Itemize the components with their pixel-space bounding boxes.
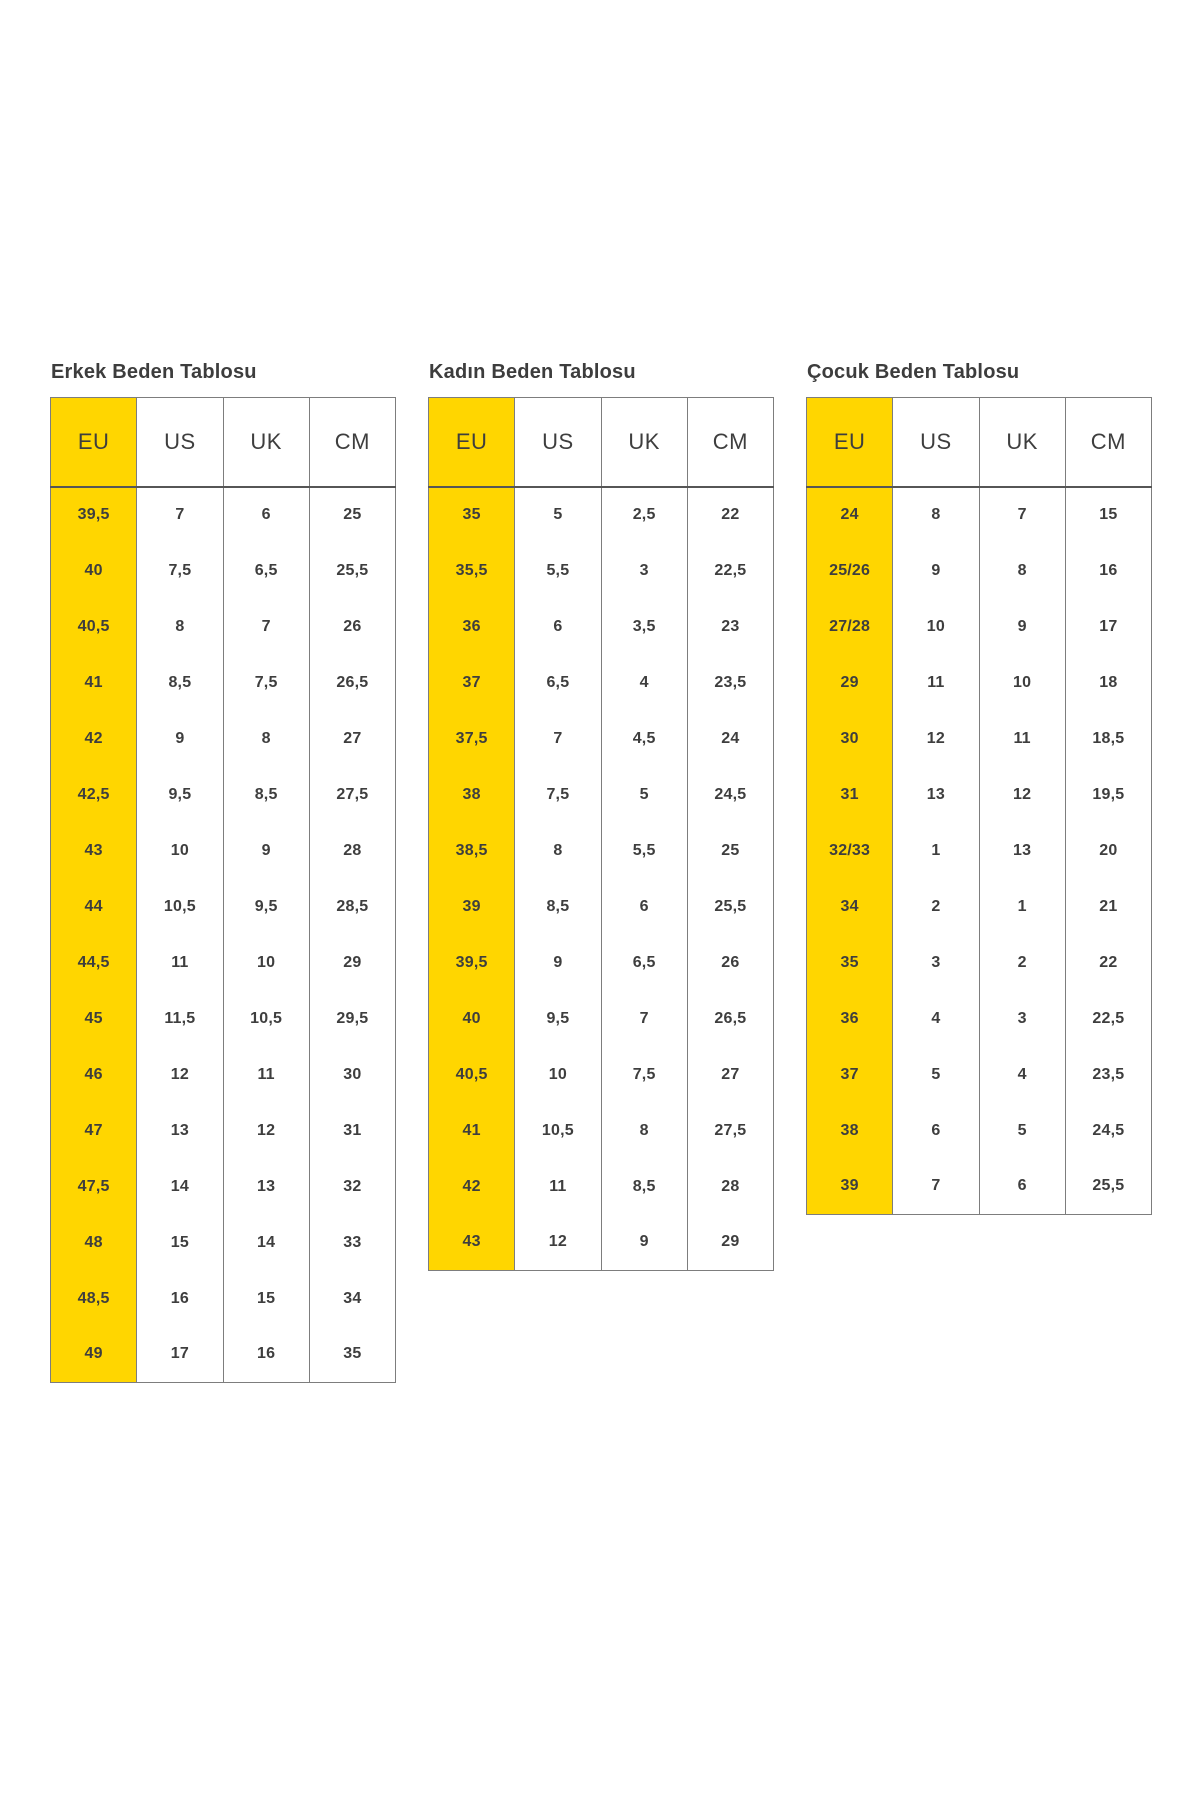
size-cell: 22,5 [687, 543, 773, 599]
eu-size-cell: 35 [429, 487, 515, 543]
table-row [807, 655, 1152, 711]
size-cell: 14 [223, 1215, 309, 1271]
size-cell: 10,5 [223, 991, 309, 1047]
size-cell: 33 [309, 1215, 395, 1271]
table-row [807, 823, 1152, 879]
column-header-cm: CM [309, 398, 395, 487]
size-cell: 6 [979, 1159, 1065, 1215]
size-cell: 10 [515, 1047, 601, 1103]
size-cell: 11 [979, 711, 1065, 767]
eu-size-cell: 34 [807, 879, 893, 935]
eu-size-cell: 38 [807, 1103, 893, 1159]
size-cell: 4,5 [601, 711, 687, 767]
size-cell: 11 [893, 655, 979, 711]
size-cell: 23,5 [1065, 1047, 1151, 1103]
size-cell: 22,5 [1065, 991, 1151, 1047]
size-cell: 16 [223, 1327, 309, 1383]
eu-size-cell: 48,5 [51, 1271, 137, 1327]
column-header-us: US [515, 398, 601, 487]
eu-size-cell: 36 [429, 599, 515, 655]
table-row [429, 991, 774, 1047]
size-cell: 3 [893, 935, 979, 991]
size-cell: 10 [979, 655, 1065, 711]
size-cell: 27 [687, 1047, 773, 1103]
size-cell: 8 [223, 711, 309, 767]
size-cell: 20 [1065, 823, 1151, 879]
table-row [51, 1327, 396, 1383]
size-cell: 6,5 [223, 543, 309, 599]
size-cell: 5,5 [515, 543, 601, 599]
table-row [807, 711, 1152, 767]
size-cell: 9 [223, 823, 309, 879]
size-cell: 24,5 [687, 767, 773, 823]
eu-size-cell: 27/28 [807, 599, 893, 655]
table-row [51, 879, 396, 935]
size-cell: 28,5 [309, 879, 395, 935]
size-cell: 10,5 [137, 879, 223, 935]
size-cell: 23 [687, 599, 773, 655]
column-header-us: US [137, 398, 223, 487]
table-row [51, 1215, 396, 1271]
size-cell: 30 [309, 1047, 395, 1103]
size-cell: 2,5 [601, 487, 687, 543]
table-row [807, 487, 1152, 543]
table-row [429, 823, 774, 879]
table-row [807, 991, 1152, 1047]
table-row [51, 991, 396, 1047]
header-row [429, 398, 774, 487]
column-header-cm: CM [687, 398, 773, 487]
size-cell: 5 [979, 1103, 1065, 1159]
table-row [51, 487, 396, 543]
eu-size-cell: 42 [429, 1159, 515, 1215]
eu-size-cell: 31 [807, 767, 893, 823]
men-table-title: Erkek Beden Tablosu [51, 361, 257, 383]
size-cell: 9 [137, 711, 223, 767]
size-cell: 12 [979, 767, 1065, 823]
size-cell: 12 [137, 1047, 223, 1103]
size-cell: 9,5 [137, 767, 223, 823]
size-cell: 22 [687, 487, 773, 543]
table-row [807, 1047, 1152, 1103]
table-row [51, 935, 396, 991]
size-cell: 31 [309, 1103, 395, 1159]
size-cell: 12 [893, 711, 979, 767]
size-cell: 10 [223, 935, 309, 991]
size-cell: 22 [1065, 935, 1151, 991]
men-size-table [50, 397, 396, 1383]
size-cell: 21 [1065, 879, 1151, 935]
size-cell: 26,5 [687, 991, 773, 1047]
size-cell: 16 [1065, 543, 1151, 599]
size-cell: 35 [309, 1327, 395, 1383]
size-cell: 27 [309, 711, 395, 767]
column-header-eu: EU [807, 398, 893, 487]
size-cell: 13 [893, 767, 979, 823]
eu-size-cell: 41 [51, 655, 137, 711]
size-cell: 7 [979, 487, 1065, 543]
column-header-us: US [893, 398, 979, 487]
eu-size-cell: 25/26 [807, 543, 893, 599]
table-row [429, 599, 774, 655]
size-cell: 5 [601, 767, 687, 823]
eu-size-cell: 36 [807, 991, 893, 1047]
column-header-uk: UK [979, 398, 1065, 487]
table-row [51, 1271, 396, 1327]
eu-size-cell: 30 [807, 711, 893, 767]
eu-size-cell: 24 [807, 487, 893, 543]
eu-size-cell: 42,5 [51, 767, 137, 823]
column-header-cm: CM [1065, 398, 1151, 487]
table-row [51, 543, 396, 599]
size-cell: 10 [137, 823, 223, 879]
eu-size-cell: 38 [429, 767, 515, 823]
size-cell: 8 [893, 487, 979, 543]
size-cell: 8 [601, 1103, 687, 1159]
size-cell: 5 [515, 487, 601, 543]
size-cell: 3 [601, 543, 687, 599]
size-cell: 17 [1065, 599, 1151, 655]
size-cell: 34 [309, 1271, 395, 1327]
size-cell: 7 [223, 599, 309, 655]
size-cell: 8,5 [515, 879, 601, 935]
eu-size-cell: 37 [429, 655, 515, 711]
size-cell: 25,5 [687, 879, 773, 935]
table-row [807, 935, 1152, 991]
table-row [51, 655, 396, 711]
size-cell: 25,5 [1065, 1159, 1151, 1215]
table-row [807, 767, 1152, 823]
size-cell: 29 [309, 935, 395, 991]
table-row [429, 711, 774, 767]
size-cell: 7,5 [137, 543, 223, 599]
table-row [429, 1215, 774, 1271]
eu-size-cell: 32/33 [807, 823, 893, 879]
size-cell: 5,5 [601, 823, 687, 879]
size-cell: 18 [1065, 655, 1151, 711]
eu-size-cell: 47,5 [51, 1159, 137, 1215]
size-cell: 8 [137, 599, 223, 655]
men-size-table-section [50, 361, 396, 1383]
size-cell: 24 [687, 711, 773, 767]
eu-size-cell: 44,5 [51, 935, 137, 991]
eu-size-cell: 43 [429, 1215, 515, 1271]
eu-size-cell: 35,5 [429, 543, 515, 599]
eu-size-cell: 48 [51, 1215, 137, 1271]
table-row [51, 1159, 396, 1215]
column-header-eu: EU [429, 398, 515, 487]
size-cell: 15 [1065, 487, 1151, 543]
eu-size-cell: 49 [51, 1327, 137, 1383]
table-row [429, 935, 774, 991]
eu-size-cell: 40,5 [429, 1047, 515, 1103]
size-cell: 27,5 [309, 767, 395, 823]
table-row [807, 879, 1152, 935]
size-cell: 6,5 [515, 655, 601, 711]
size-cell: 7 [137, 487, 223, 543]
eu-size-cell: 37 [807, 1047, 893, 1103]
size-cell: 8 [979, 543, 1065, 599]
size-cell: 7,5 [515, 767, 601, 823]
eu-size-cell: 35 [807, 935, 893, 991]
size-cell: 8,5 [601, 1159, 687, 1215]
size-cell: 7 [601, 991, 687, 1047]
table-row [51, 599, 396, 655]
table-row [429, 1047, 774, 1103]
size-cell: 1 [979, 879, 1065, 935]
size-cell: 11,5 [137, 991, 223, 1047]
column-header-uk: UK [601, 398, 687, 487]
header-row [807, 398, 1152, 487]
size-cell: 29 [687, 1215, 773, 1271]
size-cell: 9,5 [223, 879, 309, 935]
size-cell: 24,5 [1065, 1103, 1151, 1159]
table-row [51, 767, 396, 823]
size-cell: 8 [515, 823, 601, 879]
size-cell: 27,5 [687, 1103, 773, 1159]
size-cell: 3,5 [601, 599, 687, 655]
eu-size-cell: 45 [51, 991, 137, 1047]
eu-size-cell: 39 [429, 879, 515, 935]
eu-size-cell: 46 [51, 1047, 137, 1103]
eu-size-cell: 39 [807, 1159, 893, 1215]
eu-size-cell: 44 [51, 879, 137, 935]
table-row [429, 543, 774, 599]
eu-size-cell: 40 [429, 991, 515, 1047]
size-cell: 6 [515, 599, 601, 655]
size-cell: 4 [893, 991, 979, 1047]
table-row [807, 1159, 1152, 1215]
size-cell: 32 [309, 1159, 395, 1215]
size-cell: 23,5 [687, 655, 773, 711]
size-cell: 6 [601, 879, 687, 935]
size-cell: 25,5 [309, 543, 395, 599]
eu-size-cell: 42 [51, 711, 137, 767]
size-cell: 18,5 [1065, 711, 1151, 767]
size-cell: 26 [687, 935, 773, 991]
table-row [429, 1103, 774, 1159]
column-header-uk: UK [223, 398, 309, 487]
size-cell: 13 [137, 1103, 223, 1159]
size-cell: 12 [223, 1103, 309, 1159]
table-row [429, 655, 774, 711]
size-cell: 28 [309, 823, 395, 879]
eu-size-cell: 43 [51, 823, 137, 879]
eu-size-cell: 41 [429, 1103, 515, 1159]
women-table-title: Kadın Beden Tablosu [429, 361, 636, 383]
size-cell: 16 [137, 1271, 223, 1327]
table-row [51, 823, 396, 879]
size-cell: 12 [515, 1215, 601, 1271]
size-cell: 10,5 [515, 1103, 601, 1159]
size-cell: 4 [979, 1047, 1065, 1103]
size-cell: 2 [893, 879, 979, 935]
header-row [51, 398, 396, 487]
size-cell: 1 [893, 823, 979, 879]
size-cell: 11 [223, 1047, 309, 1103]
eu-size-cell: 39,5 [429, 935, 515, 991]
size-cell: 8,5 [223, 767, 309, 823]
size-cell: 7 [893, 1159, 979, 1215]
children-size-table-section [806, 361, 1152, 1215]
table-row [51, 1047, 396, 1103]
table-row [429, 487, 774, 543]
size-cell: 9,5 [515, 991, 601, 1047]
size-cell: 14 [137, 1159, 223, 1215]
size-cell: 13 [979, 823, 1065, 879]
size-cell: 11 [137, 935, 223, 991]
size-cell: 11 [515, 1159, 601, 1215]
eu-size-cell: 38,5 [429, 823, 515, 879]
size-cell: 8,5 [137, 655, 223, 711]
size-cell: 9 [979, 599, 1065, 655]
children-table-title: Çocuk Beden Tablosu [807, 361, 1020, 383]
size-cell: 15 [223, 1271, 309, 1327]
table-row [807, 1103, 1152, 1159]
size-cell: 6 [223, 487, 309, 543]
size-cell: 7,5 [223, 655, 309, 711]
eu-size-cell: 37,5 [429, 711, 515, 767]
size-cell: 26,5 [309, 655, 395, 711]
eu-size-cell: 40 [51, 543, 137, 599]
size-cell: 28 [687, 1159, 773, 1215]
size-cell: 9 [893, 543, 979, 599]
table-row [429, 1159, 774, 1215]
size-cell: 10 [893, 599, 979, 655]
eu-size-cell: 40,5 [51, 599, 137, 655]
eu-size-cell: 47 [51, 1103, 137, 1159]
size-cell: 15 [137, 1215, 223, 1271]
size-cell: 5 [893, 1047, 979, 1103]
size-cell: 3 [979, 991, 1065, 1047]
size-cell: 17 [137, 1327, 223, 1383]
size-cell: 29,5 [309, 991, 395, 1047]
table-row [429, 767, 774, 823]
size-cell: 25 [309, 487, 395, 543]
women-size-table [428, 397, 774, 1271]
eu-size-cell: 39,5 [51, 487, 137, 543]
size-cell: 7,5 [601, 1047, 687, 1103]
table-row [807, 599, 1152, 655]
eu-size-cell: 29 [807, 655, 893, 711]
size-cell: 6,5 [601, 935, 687, 991]
size-cell: 9 [515, 935, 601, 991]
size-cell: 13 [223, 1159, 309, 1215]
column-header-eu: EU [51, 398, 137, 487]
size-cell: 9 [601, 1215, 687, 1271]
size-cell: 25 [687, 823, 773, 879]
size-cell: 19,5 [1065, 767, 1151, 823]
size-cell: 6 [893, 1103, 979, 1159]
size-cell: 26 [309, 599, 395, 655]
size-cell: 7 [515, 711, 601, 767]
children-size-table [806, 397, 1152, 1215]
table-row [51, 1103, 396, 1159]
table-row [51, 711, 396, 767]
women-size-table-section [428, 361, 774, 1271]
size-cell: 4 [601, 655, 687, 711]
table-row [429, 879, 774, 935]
size-cell: 2 [979, 935, 1065, 991]
table-row [807, 543, 1152, 599]
